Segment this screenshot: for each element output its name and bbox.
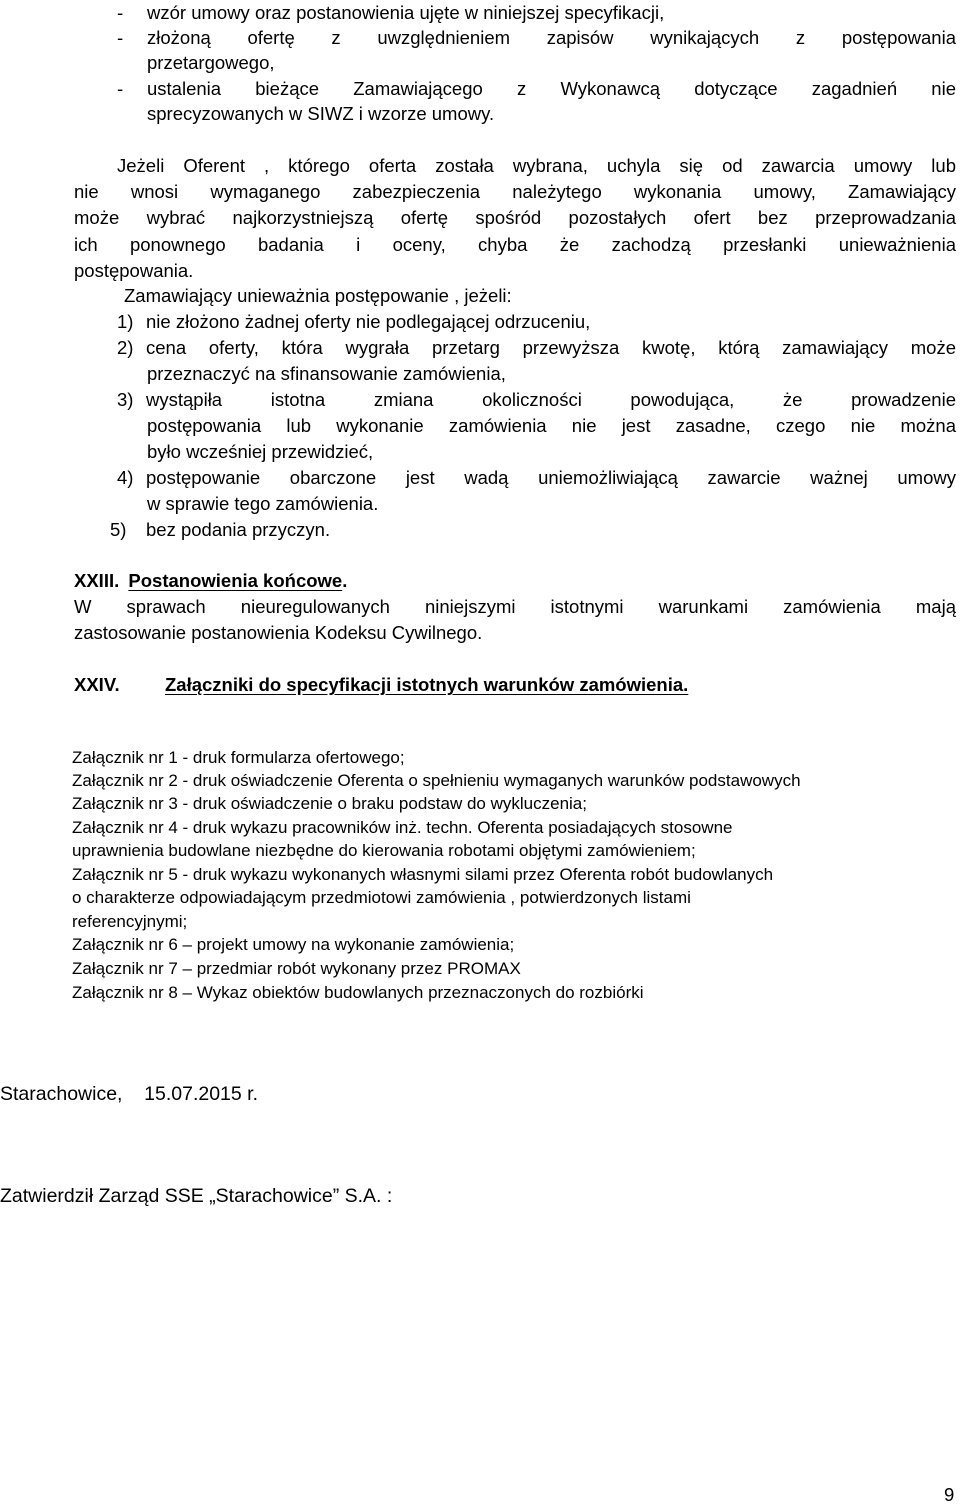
list-item-cont: było wcześniej przewidzieć, <box>147 441 374 462</box>
bullet-text: wzór umowy oraz postanowienia ujęte w niniejszej specyfikacji, <box>147 2 665 23</box>
bullet-text-cont: przetargowego, <box>147 52 275 73</box>
list-item-cont: w sprawie tego zamówienia. <box>147 493 379 514</box>
attachment-line: referencyjnymi; <box>72 912 188 931</box>
attachment-line: Załącznik nr 8 – Wykaz obiektów budowlanych przeznaczonych do rozbiórki <box>72 983 644 1002</box>
list-item: wystąpiła istotna zmiana okoliczności powodująca, że prowadzenie <box>146 389 956 410</box>
bullet-text-cont: sprecyzowanych w SIWZ i wzorze umowy. <box>147 103 495 124</box>
section-23-text: W sprawach nieuregulowanych niniejszymi istotnymi warunkami zamówienia mają <box>74 596 956 617</box>
place-date: Starachowice, 15.07.2015 r. <box>0 1083 258 1105</box>
list-number: 1) <box>117 311 134 332</box>
attachment-line: Załącznik nr 6 – projekt umowy na wykonanie zamówienia; <box>72 935 515 954</box>
attachment-line: uprawnienia budowlane niezbędne do kierowania robotami objętymi zamówieniem; <box>72 841 696 860</box>
list-item: postępowanie obarczone jest wadą uniemożliwiającą zawarcie ważnej umowy <box>146 467 956 488</box>
bullet-dash: - <box>117 2 124 23</box>
approval-line: Zatwierdził Zarząd SSE „Starachowice” S.A. : <box>0 1185 393 1207</box>
attachment-line: Załącznik nr 2 - druk oświadczenie Oferenta o spełnieniu wymaganych warunków podstawowych <box>72 771 801 790</box>
paragraph-line: ich ponownego badania i oceny, chyba że zachodzą przesłanki unieważnienia <box>74 234 956 255</box>
section-number: XXIII. <box>74 570 120 591</box>
list-item: bez podania przyczyn. <box>146 519 331 540</box>
section-23-heading <box>74 570 347 592</box>
paragraph-line: może wybrać najkorzystniejszą ofertę spośród pozostałych ofert bez przeprowadzania <box>74 207 956 228</box>
section-title: Postanowienia końcowe <box>128 570 343 591</box>
paragraph-line: Jeżeli Oferent , którego oferta została wybrana, uchyla się od zawarcia umowy lub <box>117 155 956 176</box>
attachment-line: Załącznik nr 1 - druk formularza ofertowego; <box>72 748 405 767</box>
list-item-cont: postępowania lub wykonanie zamówienia nie jest zasadne, czego nie można <box>147 415 956 436</box>
attachment-line: Załącznik nr 3 - druk oświadczenie o braku podstaw do wykluczenia; <box>72 794 587 813</box>
list-item-cont: przeznaczyć na sfinansowanie zamówienia, <box>147 363 506 384</box>
section-23-text: zastosowanie postanowienia Kodeksu Cywilnego. <box>74 622 483 643</box>
list-number: 4) <box>117 467 134 488</box>
section-24-title: Załączniki do specyfikacji istotnych warunków zamówienia. <box>165 674 689 695</box>
attachment-line: Załącznik nr 5 - druk wykazu wykonanych własnymi silami przez Oferenta robót budowlanych <box>72 865 774 884</box>
bullet-text: ustalenia bieżące Zamawiającego z Wykonawcą dotyczące zagadnień nie <box>147 78 956 99</box>
bullet-dash: - <box>117 27 124 48</box>
list-number: 2) <box>117 337 134 358</box>
attachment-line: Załącznik nr 7 – przedmiar robót wykonany przez PROMAX <box>72 959 521 978</box>
list-item: nie złożono żadnej oferty nie podlegającej odrzuceniu, <box>146 311 591 332</box>
list-number: 3) <box>117 389 134 410</box>
bullet-text: złożoną ofertę z uwzględnieniem zapisów wynikających z postępowania <box>147 27 956 48</box>
paragraph-line: nie wnosi wymaganego zabezpieczenia należytego wykonania umowy, Zamawiający <box>74 181 956 202</box>
bullet-dash: - <box>117 78 124 99</box>
section-24-number: XXIV. <box>74 674 120 695</box>
annul-intro: Zamawiający unieważnia postępowanie , jeżeli: <box>124 285 512 306</box>
paragraph-line: postępowania. <box>74 260 194 281</box>
page-number: 9 <box>944 1484 955 1505</box>
list-number: 5) <box>110 519 127 540</box>
section-title-end: . <box>342 570 348 591</box>
attachment-line: o charakterze odpowiadającym przedmiotowi zamówienia , potwierdzonych listami <box>72 888 691 907</box>
attachment-line: Załącznik nr 4 - druk wykazu pracowników inż. techn. Oferenta posiadających stosowne <box>72 818 733 837</box>
list-item: cena oferty, która wygrała przetarg przewyższa kwotę, którą zamawiający może <box>146 337 956 358</box>
